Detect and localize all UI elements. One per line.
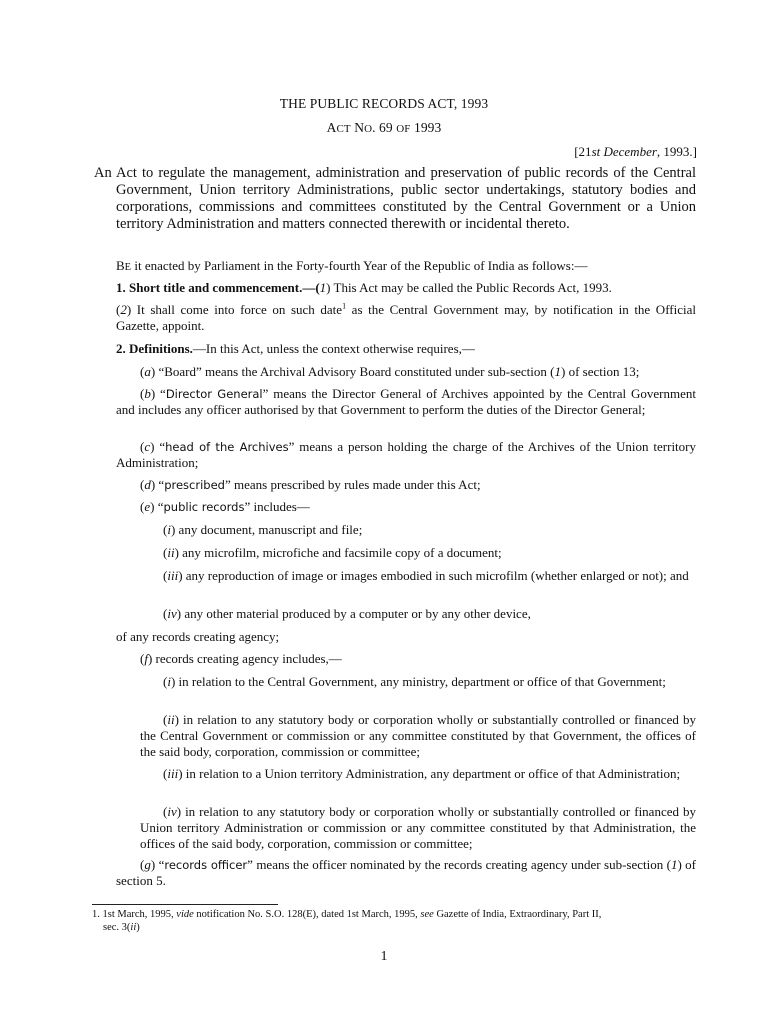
preamble: An Act to regulate the management, administration and preservation of public records of the Central Government, Union territory Administrations, public sector undertakings, statutory bodies and corporations, commissions and committees constituted by the Central Government or a Union territory Administration and matters connected therewith or incidental thereto. <box>94 165 696 232</box>
def-e-i: (i) any document, manuscript and file; <box>163 522 363 537</box>
def-g: (g) “records officer” means the officer nominated by the records creating agency under sub-section (1) of section 5. <box>116 857 696 888</box>
enactment-date: [21st December, 1993.] <box>574 144 697 159</box>
def-f-iv: (iv) in relation to any statutory body or corporation wholly or substantially controlled or financed by Union territory Administration or commission or any committee constituted by that Administration, the offices of the said body, corporation, commission or committee; <box>140 804 696 851</box>
section-2: 2. Definitions.—In this Act, unless the context otherwise requires,— <box>116 341 475 356</box>
def-a: (a) “Board” means the Archival Advisory Board constituted under sub-section (1) of section 13; <box>140 364 640 379</box>
def-f: (f) records creating agency includes,— <box>140 651 342 666</box>
page-number: 1 <box>380 949 388 964</box>
def-e-iv: (iv) any other material produced by a computer or by any other device, <box>163 606 531 621</box>
def-c: (c) “head of the Archives” means a person holding the charge of the Archives of the Union territory Administration; <box>116 439 696 470</box>
def-e: (e) “public records” includes— <box>140 499 310 514</box>
footnote-1: 1. 1st March, 1995, vide notification No. S.O. 128(E), dated 1st March, 1995, see Gazette of India, Extraordinary, Part II, sec. 3(ii) <box>92 909 602 933</box>
def-d: (d) “prescribed” means prescribed by rules made under this Act; <box>140 477 481 492</box>
def-f-iii: (iii) in relation to a Union territory Administration, any department or office of that Administration; <box>163 766 681 781</box>
def-f-i: (i) in relation to the Central Government, any ministry, department or office of that Government; <box>163 674 666 689</box>
act-title: THE PUBLIC RECORDS ACT, 1993 <box>279 96 489 111</box>
footnote-divider <box>92 904 278 905</box>
def-e-tail: of any records creating agency; <box>116 629 280 644</box>
def-e-iii: (iii) any reproduction of image or images embodied in such microfilm (whether enlarged or not); and <box>163 568 689 583</box>
enacting-clause: BE it enacted by Parliament in the Forty-fourth Year of the Republic of India as follows:— <box>116 258 588 273</box>
def-f-ii: (ii) in relation to any statutory body or corporation wholly or substantially controlled or financed by the Central Government or commission or any committee constituted by that Government, the offices of the said body, corporation, commission or committee; <box>140 712 696 759</box>
def-e-ii: (ii) any microfilm, microfiche and facsimile copy of a document; <box>163 545 502 560</box>
def-b: (b) “Director General” means the Director General of Archives appointed by the Central Government and includes any officer authorised by that Government to perform the duties of the Director General; <box>116 386 696 417</box>
footnote-ref[interactable]: 1 <box>342 301 347 311</box>
act-number: ACT NO. 69 OF 1993 <box>326 120 442 135</box>
section-1-2: (2) It shall come into force on such date$^1$ as the Central Government may, by notification in the Official Gazette, appoint. <box>116 301 696 333</box>
section-1-1: 1. Short title and commencement.—(1) This Act may be called the Public Records Act, 1993. <box>116 280 612 295</box>
